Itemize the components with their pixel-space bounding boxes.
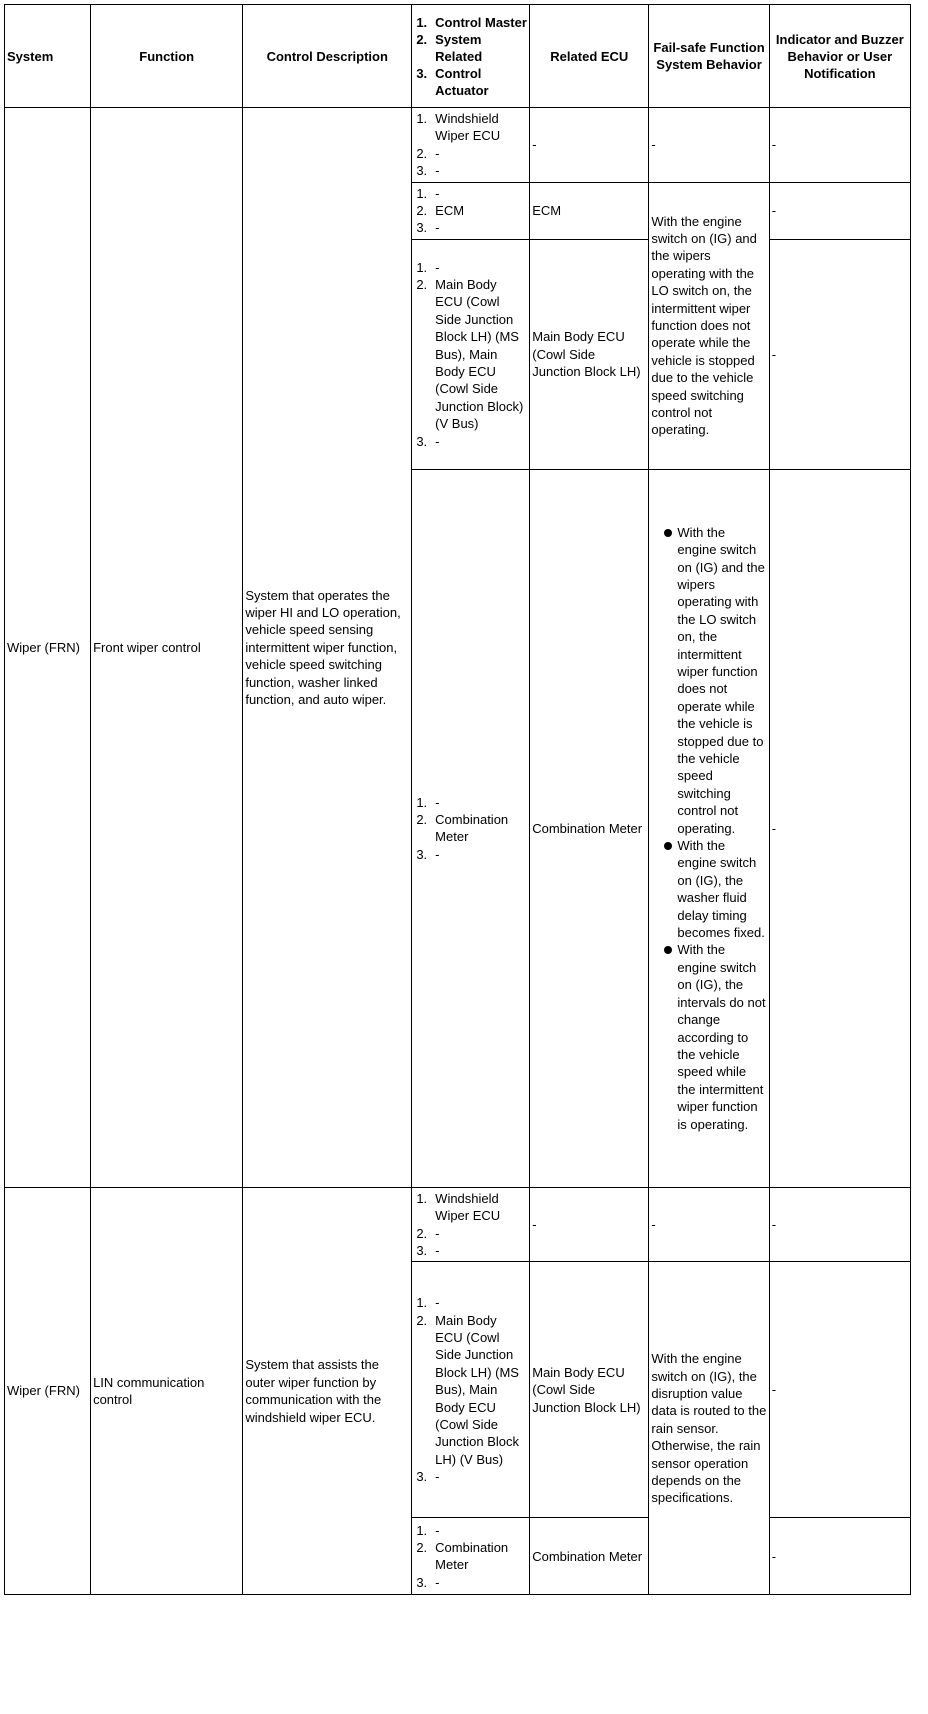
control-actuator: - [435,220,440,236]
header-indicator: Indicator and Buzzer Behavior or User Notification [769,5,910,108]
table-row [5,1187,911,1262]
failsafe-item: With the engine switch on (IG), the intervals do not change according to the vehicle speed while the intermittent wiper function is operating. [677,942,766,1132]
ecu-cell: - [530,108,649,183]
control-cell: 1. Windshield Wiper ECU 2. - 3. - [412,1187,530,1262]
system-related: Combination Meter [435,811,509,845]
bullet-icon [651,941,677,1132]
header-control-description: Control Description [243,5,412,108]
header-related-ecu: Related ECU [530,5,649,108]
control-master: - [435,259,440,275]
system-related: - [435,1225,440,1241]
function-cell: Front wiper control [91,108,243,1188]
failsafe-cell: With the engine switch on (IG), the disruption value data is routed to the rain sensor. Otherwise, the rain sensor operation depends on the specifications. [649,1262,769,1595]
control-actuator: - [435,433,440,449]
control-cell: 1. - 2. Combination Meter 3. - [412,469,530,1187]
failsafe-item: With the engine switch on (IG), the washer fluid delay timing becomes fixed. [677,838,765,941]
control-actuator: - [435,1469,440,1485]
ecu-cell: Main Body ECU (Cowl Side Junction Block LH) [530,239,649,469]
control-cell: 1. - 2. ECM 3. - [412,182,530,239]
description-cell: System that operates the wiper HI and LO operation, vehicle speed sensing intermittent wiper function, vehicle speed switching function, washer linked function, and auto wiper. [243,108,412,1188]
control-cell: 1. Windshield Wiper ECU 2. - 3. - [412,108,530,183]
ecu-cell: ECM [530,182,649,239]
system-related: Main Body ECU (Cowl Side Junction Block LH) (MS Bus), Main Body ECU (Cowl Side Junction Block) (V Bus) [435,277,524,432]
failsafe-cell: With the engine switch on (IG) and the wipers operating with the LO switch on, the intermittent wiper function does not operate while the vehicle is stopped due to the vehicle speed switching control not operating. [649,182,769,469]
indicator-cell: - [769,469,910,1187]
header-system: System [5,5,91,108]
description-cell: System that assists the outer wiper function by communication with the windshield wiper ECU. [243,1187,412,1595]
system-cell: Wiper (FRN) [5,1187,91,1595]
failsafe-cell [649,469,769,1187]
control-actuator: - [435,846,440,862]
control-master: - [435,794,440,810]
header-system-related: System Related [435,31,483,64]
control-actuator: - [435,1243,440,1259]
indicator-cell: - [769,108,910,183]
table-row [5,108,911,183]
ecu-cell: Combination Meter [530,1518,649,1595]
control-actuator: - [435,1574,440,1590]
indicator-cell: - [769,1262,910,1518]
control-actuator: - [435,163,440,179]
control-master: - [435,1295,440,1311]
indicator-cell: - [769,239,910,469]
control-master: - [435,1522,440,1538]
ecu-cell: Main Body ECU (Cowl Side Junction Block LH) [530,1262,649,1518]
control-cell: 1. - 2. Main Body ECU (Cowl Side Junction Block LH) (MS Bus), Main Body ECU (Cowl Side Junction Block) (V Bus) 3. - [412,239,530,469]
control-cell: 1. - 2. Combination Meter 3. - [412,1518,530,1595]
system-related: Combination Meter [435,1540,509,1573]
failsafe-item: With the engine switch on (IG) and the wipers operating with the LO switch on, the intermittent wiper function does not operate while the vehicle is stopped due to the vehicle speed switching control not operating. [677,524,765,836]
system-related: - [435,145,440,161]
header-control-actuator: Control Actuator [435,65,489,98]
bullet-icon [651,524,677,837]
header-control-master: Control Master [435,14,527,30]
control-master: Windshield Wiper ECU [435,111,501,144]
control-cell: 1. - 2. Main Body ECU (Cowl Side Junction Block LH) (MS Bus), Main Body ECU (Cowl Side Junction Block LH) (V Bus) 3. - [412,1262,530,1518]
ecu-cell: Combination Meter [530,469,649,1187]
system-related: ECM [435,203,465,219]
spec-table [4,4,911,1595]
indicator-cell: - [769,1518,910,1595]
header-control-list: 1. Control Master 2. System Related 3. Control Actuator [412,5,530,108]
function-cell: LIN communication control [91,1187,243,1595]
header-failsafe: Fail-safe Function System Behavior [649,5,769,108]
failsafe-cell: - [649,108,769,183]
header-row [5,5,911,108]
indicator-cell: - [769,182,910,239]
control-master: Windshield Wiper ECU [435,1190,501,1224]
indicator-cell: - [769,1187,910,1262]
system-cell: Wiper (FRN) [5,108,91,1188]
control-master: - [435,185,440,201]
bullet-icon [651,837,677,941]
failsafe-cell: - [649,1187,769,1262]
header-function: Function [91,5,243,108]
ecu-cell: - [530,1187,649,1262]
system-related: Main Body ECU (Cowl Side Junction Block LH) (MS Bus), Main Body ECU (Cowl Side Junction Block LH) (V Bus) [435,1312,519,1467]
